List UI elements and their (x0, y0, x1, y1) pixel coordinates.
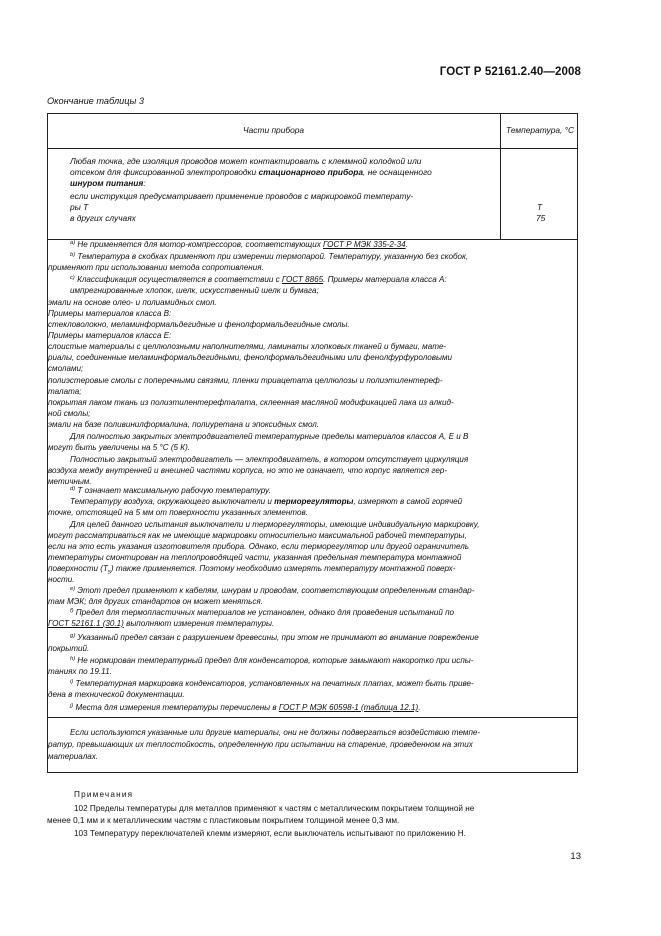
note-102-cont: менее 0,1 мм и к металлическим частям с пластиковым покрытием толщиной менее 0,3 мм. (47, 816, 400, 825)
footnote-c-link[interactable]: ГОСТ 8865 (281, 275, 324, 284)
note-103: 103 Температуру переключателей клемм измеряют, если выключатель испытывают по приложению Н. (74, 829, 466, 838)
footnote-text: Для целей данного испытания выключатели и терморегуляторы, имеющие индивидуальную маркировку, (70, 520, 480, 529)
row-text: если инструкция предусматривает применение проводов с маркировкой температу- (70, 191, 414, 201)
closing-text: материалах. (48, 752, 99, 761)
footnote-d: $^{d)}$ Т означает максимальную рабочую температуру. (70, 486, 271, 495)
footnote-text: там МЭК; для других стандартов он может меняться. (48, 597, 263, 606)
footnote-text: эмали на основе олео- и полиамидных смол. (48, 298, 217, 307)
footnote-text: слоистые материалы с целлюлозными наполнителями, ламинаты хлопковых тканей и бумаги, мате- (48, 342, 447, 351)
footnote-a-link[interactable]: ГОСТ Р МЭК 335-2-34 (323, 240, 406, 249)
footnote-text: смолами; (48, 364, 84, 373)
table-caption: Окончание таблицы 3 (47, 96, 144, 106)
footnote-g: $^{g)}$ Указанный предел связан с разрушением древесины, при этом не принимают во внимание повреждение (70, 633, 479, 642)
footnote-j: $^{j)}$ Места для измерения температуры перечислены в ГОСТ Р МЭК 60598-1 (таблица 12.1). (70, 703, 421, 712)
header-temperature: Температура, °С (506, 125, 575, 135)
page-number: 13 (570, 851, 581, 862)
footnote-b: $^{b)}$ Температура в скобках применяют при измерении термопарой. Температуру, указанную без скобок, (70, 252, 469, 261)
footnote-text: ности. (48, 575, 75, 584)
footnote-text: Полностью закрытый электродвигатель — электродвигатель, в котором отсутствует циркуляция (70, 455, 469, 464)
footnote-e: $^{e)}$ Этот предел применяют к кабелям, шнурам и проводам, соответствующим определенным стандар- (70, 586, 475, 595)
row-text: отсеком для фиксированной электропроводки стационарного прибора, не оснащенного (70, 167, 432, 177)
footnote-text: импрегнированные хлопок, шелк, искусственный шелк и бумага; (70, 286, 319, 295)
closing-text: Если используются указанные или другие материалы, они не должны подвергаться воздействию темпе- (70, 728, 481, 737)
footnote-text: ной смолы; (48, 409, 91, 418)
column-divider (500, 114, 501, 239)
footnote-f-link[interactable]: ГОСТ 52161.1 (30.1) (48, 619, 124, 628)
footnote-j-link[interactable]: ГОСТ Р МЭК 60598-1 (таблица 12.1) (278, 703, 419, 712)
footnote-a: $^{а)}$ Не применяется для мотор-компрессоров, соответствующих ГОСТ Р МЭК 335-2-34. (70, 240, 408, 249)
header-parts: Части прибора (243, 125, 305, 135)
row-text: Любая точка, где изоляция проводов может контактировать с клеммной колодкой или (70, 156, 422, 166)
row-text: в других случаях (70, 213, 136, 223)
footnote-text: Примеры материалов класса Е: (48, 331, 172, 340)
footnote-text: могут быть увеличены на 5 °С (5 К). (48, 443, 191, 452)
standard-designation: ГОСТ Р 52161.2.40—2008 (439, 66, 581, 78)
footnote-text: могут рассматриваться как не имеющие маркировки относительно максимальной рабочей температуры, (48, 531, 467, 540)
footnote-text: покрытая лаком ткань из полиэтилентерефталата, склеенная масляной модификацией лака из алкид- (48, 398, 454, 407)
footnote-text: стекловолокно, меламинформальдегидные и фенолформальдегидные смолы. (48, 320, 350, 329)
footnote-text: риалы, соединенные меламинформальдегидными, фенолформальдегидными или фенолфурфуроловыми (48, 353, 453, 362)
footnote-text: Для полностью закрытых электродвигателей температурные пределы материалов классов А, Е и В (70, 432, 469, 441)
footnote-text: если на это есть указания изготовителя прибора. Однако, если терморегулятор или другой ограничитель (48, 542, 470, 551)
footnote-text: поверхности $(T_s)$ также применяется. Поэтому необходимо измерять температуру монтажной поверх- (48, 564, 456, 576)
footnote-text: применяют при использовании метода сопротивления. (48, 263, 264, 272)
footnote-i: $^{i)}$ Температурная маркировка конденсаторов, установленных на печатных платах, может быть приве- (70, 679, 474, 688)
footnote-text: температуры смонтирован на теплопроводящей части, указанная предельная температура монтажной (48, 553, 462, 562)
temperature-value: T (537, 202, 543, 212)
footnote-text: метичным. (48, 477, 92, 486)
footnote-text: таниях по 19.11. (48, 667, 112, 676)
footnote-text: Примеры материалов класса В: (48, 309, 172, 318)
footnote-text: покрытий. (48, 644, 90, 653)
row-text: ры T (70, 202, 89, 212)
footnote-text: Температуру воздуха, окружающего выключатели и терморегуляторы, измеряют в самой горячей (70, 497, 463, 506)
footnote-text: точке, отстоящей на 5 мм от поверхности указанных элементов. (48, 508, 308, 517)
notes-title: Примечания (74, 790, 134, 799)
footnote-text: эмали на базе поливинилформалина, полиуретана и эпоксидных смол. (48, 420, 320, 429)
footnote-text: полиэстеровые смолы с поперечными связями, пленки триацетата целлюлозы и полиэтилентереф- (48, 376, 443, 385)
footnote-text: ГОСТ 52161.1 (30.1) выполняют измерения температуры. (48, 619, 275, 628)
closing-text: ратур, превышающих их теплостойкость, определенную при испытании на старение, проведенном на этих (48, 740, 473, 749)
footnotes-divider (48, 717, 577, 718)
footnote-text: талата; (48, 387, 82, 396)
temperature-value: 75 (536, 213, 546, 223)
header-divider (48, 148, 577, 149)
table-3 (47, 113, 578, 773)
footnote-c: $^{c)}$ Классификация осуществляется в соответствии с ГОСТ 8865. Примеры материала класса А: (70, 275, 447, 284)
footnote-f: $^{f)}$ Предел для термопластичных материалов не установлен, однако для проведения испытаний по (70, 608, 455, 617)
row-text: шнуром питания: (70, 178, 146, 188)
footnote-text: воздуха между внутренней и внешней частями корпуса, но это не означает, что корпус является гер- (48, 466, 448, 475)
footnote-text: дена в технической документации. (48, 690, 185, 699)
note-102: 102 Пределы температуры для металлов применяют к частям с металлическим покрытием толщиной не (74, 804, 475, 813)
footnote-h: $^{h)}$ Не нормирован температурный предел для конденсаторов, которые замыкают накоротко при испы- (70, 656, 474, 665)
